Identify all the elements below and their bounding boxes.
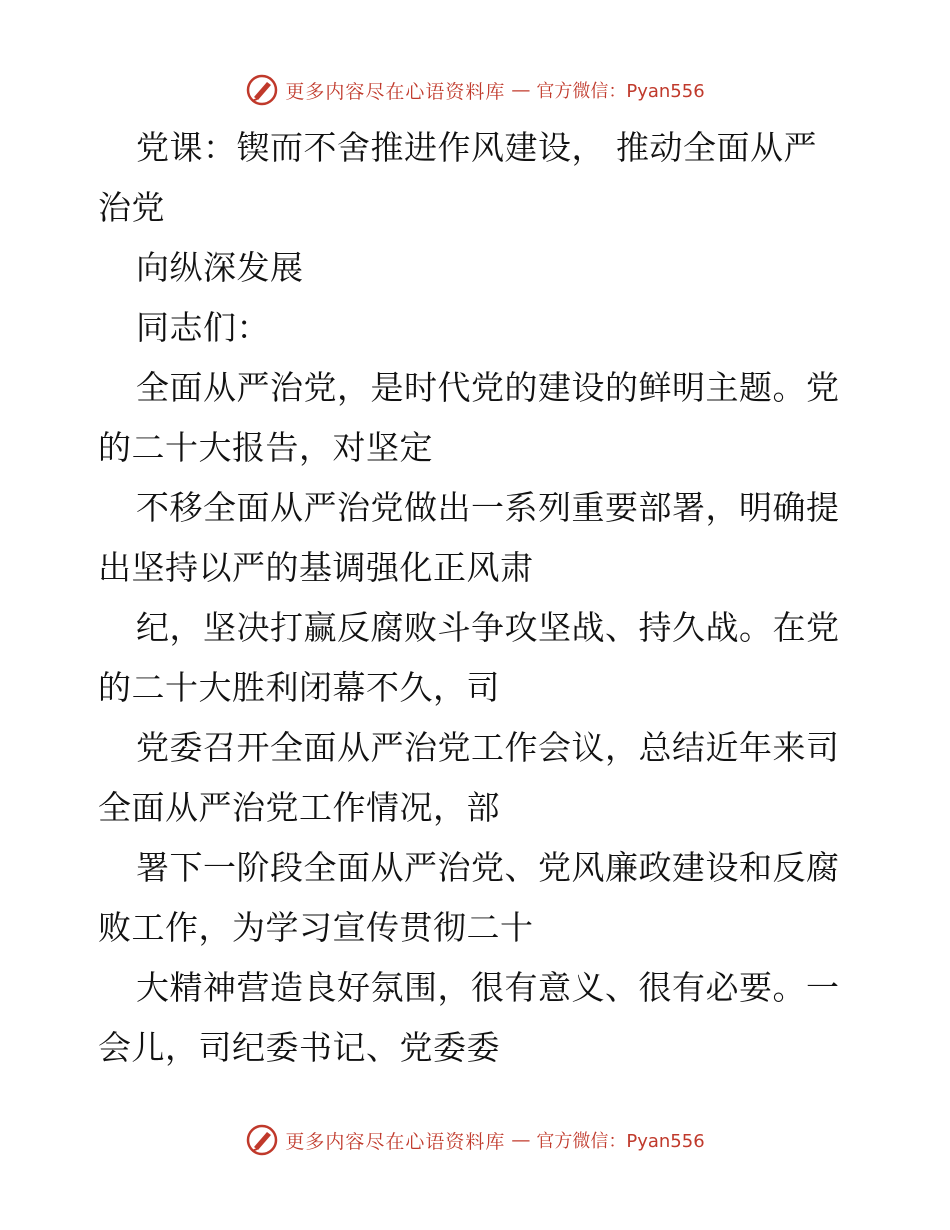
title-line-1: 党课：锲而不舍推进作风建设， 推动全面从严 [136, 128, 817, 167]
header-watermark [0, 70, 950, 110]
paragraph-line: 败工作，为学习宣传贯彻二十 [98, 908, 534, 947]
watermark-wechat: 官方微信：Pyan556 [536, 1131, 705, 1152]
watermark-dash: — [511, 79, 531, 101]
paragraph-line: 署下一阶段全面从严治党、党风廉政建设和反腐 [136, 848, 840, 887]
paragraph-line: 的二十大报告，对坚定 [98, 428, 433, 467]
paragraph-line: 出坚持以严的基调强化正风肃 [98, 548, 534, 587]
pen-seal-icon [245, 73, 279, 107]
footer-watermark [0, 1120, 950, 1160]
paragraph-line: 会儿，司纪委书记、党委委 [98, 1028, 500, 1067]
paragraph-line: 不移全面从严治党做出一系列重要部署，明确提 [136, 488, 840, 527]
document-body [98, 118, 858, 1078]
paragraph-line: 全面从严治党工作情况，部 [98, 788, 500, 827]
paragraph-line: 党委召开全面从严治党工作会议，总结近年来司 [136, 728, 840, 767]
watermark-text: 更多内容尽在心语资料库 [285, 80, 506, 103]
paragraph-line: 大精神营造良好氛围，很有意义、很有必要。一 [136, 968, 840, 1007]
watermark-text: 更多内容尽在心语资料库 [285, 1130, 506, 1153]
salutation: 同志们： [136, 308, 270, 347]
watermark-dash: — [511, 1129, 531, 1151]
paragraph-line: 的二十大胜利闭幕不久，司 [98, 668, 500, 707]
paragraph-line: 纪，坚决打赢反腐败斗争攻坚战、持久战。在党 [136, 608, 840, 647]
title-line-3: 向纵深发展 [136, 248, 304, 287]
pen-seal-icon [245, 1123, 279, 1157]
title-line-2: 治党 [98, 188, 165, 227]
watermark-wechat: 官方微信：Pyan556 [536, 81, 705, 102]
paragraph-line: 全面从严治党，是时代党的建设的鲜明主题。党 [136, 368, 840, 407]
